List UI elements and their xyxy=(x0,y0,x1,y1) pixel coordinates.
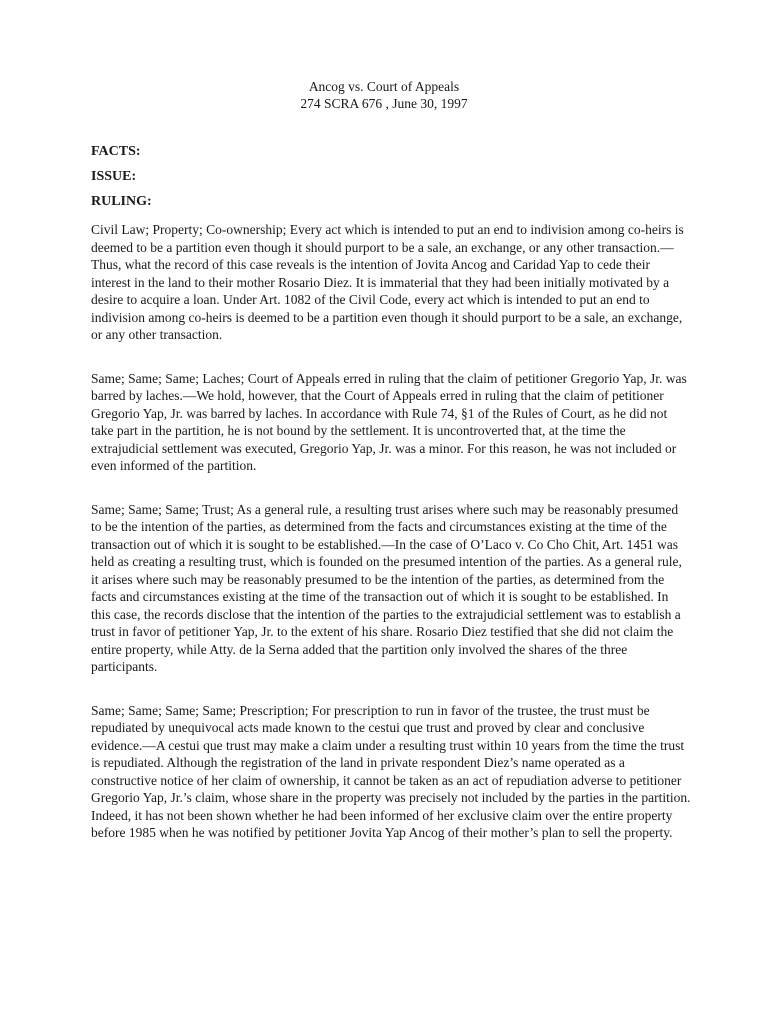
paragraph-trust: Same; Same; Same; Trust; As a general rule, a resulting trust arises where such may be reasonably presumed to be the intention of the parties, as determined from the facts and circumstances existing at the time of the transaction out of which it is sought to be established.—In the case of O’Laco v. Co Cho Chit, Art. 1451 was held as creating a resulting trust, which is founded on the presumed intention of the parties. As a general rule, it arises where such may be reasonably presumed to be the intention of the parties, as determined from the facts and circumstances existing at the time of the transaction out of which it is sought to be established. In this case, the records disclose that the intention of the parties to the extrajudicial settlement was to establish a trust in favor of petitioner Yap, Jr. to the extent of his share. Rosario Diez testified that she did not claim the entire property, while Atty. de la Serna added that the partition only involved the shares of the three participants. xyxy=(91,501,682,674)
paragraph-prescription: Same; Same; Same; Same; Prescription; For prescription to run in favor of the trustee, the trust must be repudiated by unequivocal acts made known to the cestui que trust and proved by clear and conclusive evidence.—A cestui que trust may make a claim under a resulting trust within 10 years from the time the trust is repudiated. Although the registration of the land in private respondent Diez’s name operated as a constructive notice of her claim of ownership, it cannot be taken as an act of repudiation adverse to petitioner Gregorio Yap, Jr.’s claim, whose share in the property was precisely not included by the parties in the partition. Indeed, it has not been shown whether he had been informed of her exclusive claim over the entire property before 1985 when he was notified by petitioner Jovita Yap Ancog of their mother’s plan to sell the property. xyxy=(91,702,691,840)
document-header xyxy=(0,78,768,112)
ruling-heading: RULING: xyxy=(91,194,152,209)
case-title: Ancog vs. Court of Appeals xyxy=(308,79,460,94)
case-citation: 274 SCRA 676 , June 30, 1997 xyxy=(300,96,468,111)
section-headings xyxy=(91,143,691,218)
paragraph-laches: Same; Same; Same; Laches; Court of Appeals erred in ruling that the claim of petitioner Gregorio Yap, Jr. was barred by laches.—We hold, however, that the Court of Appeals erred in ruling that the claim of petitioner Gregorio Yap, Jr. was barred by laches. In accordance with Rule 74, §1 of the Rules of Court, as he did not take part in the partition, he is not bound by the settlement. It is uncontroverted that, at the time the extrajudicial settlement was executed, Gregorio Yap, Jr. was a minor. For this reason, he was not included or even informed of the partition. xyxy=(91,370,687,473)
ruling-body xyxy=(91,221,691,842)
issue-heading: ISSUE: xyxy=(91,169,137,184)
facts-heading: FACTS: xyxy=(91,144,141,159)
paragraph-co-ownership: Civil Law; Property; Co-ownership; Every act which is intended to put an end to indivision among co-heirs is deemed to be a partition even though it should purport to be a sale, an exchange, or any other transaction.—Thus, what the record of this case reveals is the intention of Jovita Ancog and Caridad Yap to cede their interest in the land to their mother Rosario Diez. It is immaterial that they had been initially motivated by a desire to acquire a loan. Under Art. 1082 of the Civil Code, every act which is intended to put an end to indivision among co-heirs is deemed to be a partition even though it should purport to be a sale, an exchange, or any other transaction. xyxy=(91,222,684,342)
